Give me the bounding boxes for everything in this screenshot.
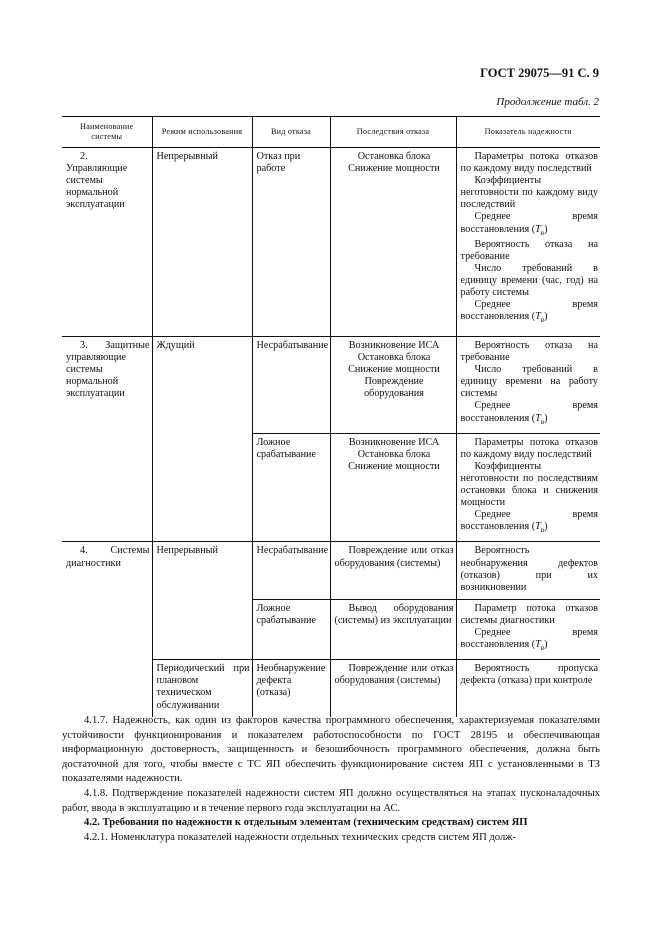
indicator-item: Коэффициенты неготовности по последствиям остановки блока и снижения мощности [460,460,598,509]
indicator-cell [456,542,600,599]
system-cell: 4. Системы диагностики [62,542,152,717]
mode-cell: Ждущий [152,337,252,542]
consequences-cell [330,148,456,337]
mode-cell: Периодический при плановом техническом обслуживании [152,660,252,717]
consequences-cell [330,599,456,659]
indicator-cell [456,660,600,717]
consequence-item: Снижение мощности [348,364,440,376]
indicator-item: Вероятность отказа на требование [460,340,598,364]
consequence-item: Возникновение ИСА [348,340,440,351]
indicator-item: Среднее время восстановления $(T_в)$ [460,509,598,535]
table-row [62,148,600,337]
indicator-item: Параметры потока отказов по каждому виду последствий [460,151,598,175]
consequence-item: Остановка блока [357,448,431,460]
body-text [62,714,600,845]
indicator-item: Вероятность пропуска дефекта (отказа) при контроле [460,663,598,687]
failure-cell: Несрабатывание [252,542,330,599]
system-cell: 3. Защитные управляющие системы нормальной эксплуатации [62,337,152,542]
table-row [62,337,600,434]
consequence-item: Повреждение или отказ оборудования (системы) [334,545,454,569]
table-continuation-label: Продолжение табл. 2 [496,96,599,108]
header-consequences: Последствия отказа [330,117,456,148]
consequence-item: Остановка блока [357,352,431,364]
indicator-item: Параметры потока отказов по каждому виду последствий [460,436,598,460]
failure-cell: Отказ при работе [252,148,330,337]
failure-cell: Несрабатывание [252,337,330,434]
indicator-cell [456,337,600,434]
consequences-cell [330,542,456,599]
consequence-item: Возникновение ИСА [348,436,440,448]
indicator-cell [456,148,600,337]
failure-cell: Ложное срабатывание [252,433,330,542]
indicator-item: Среднее время восстановления $(T_в)$ [460,299,598,325]
header-system: Наименование системы [62,117,152,148]
indicator-item: Среднее время восстановления $(T_в)$ [460,211,598,237]
paragraph-4-1-7: 4.1.7. Надежность, как один из факторов качества программного обеспечения, характеризуемая показателями устойчивости функционирования и показателем работоспособности по ГОСТ 28195 и обеспечивающая информационную достоверность, защищенность и безошибочность программного обеспечения, должна быть достаточной для того, чтобы вместе с ТС ЯП обеспечить функционирование систем ЯП с установленными в ТЗ показателями надежности. [62,715,600,785]
consequences-cell [330,337,456,434]
table-header-row [62,117,600,148]
indicator-item: Параметр потока отказов системы диагностики [460,602,598,626]
indicator-item: Среднее время восстановления $(T_в)$ [460,627,598,653]
consequences-cell [330,660,456,717]
indicator-item: Число требований в единицу времени (час, год) на работу системы [460,262,598,299]
indicator-item: Вероятность необнаружения дефектов (отказов) при их возникновении [460,545,598,593]
consequence-item: Снижение мощности [348,460,440,472]
system-cell: 2. Управляющие системы нормальной эксплуатации [66,151,128,211]
indicator-item: Число требований в единицу времени на работу системы [460,364,598,400]
failure-cell: Необнаружение дефекта (отказа) [252,660,330,717]
header-indicator: Показатель надежности [456,117,600,148]
indicator-cell [456,599,600,659]
indicator-item: Вероятность отказа на требование [460,238,598,262]
table-row [62,542,600,599]
section-heading-4-2: 4.2. Требования по надежности к отдельным элементам (техническим средствам) систем ЯП [84,817,528,829]
reliability-table [62,116,600,717]
consequences-cell [330,433,456,542]
consequence-item: Остановка блока [357,151,431,162]
indicator-item: Среднее время восстановления $(T_в)$ [460,400,598,426]
consequence-item: Снижение мощности [348,163,440,175]
page-header: ГОСТ 29075—91 С. 9 [480,66,599,80]
header-failure: Вид отказа [252,117,330,148]
failure-cell: Ложное срабатывание [252,599,330,659]
paragraph-4-2-1: 4.2.1. Номенклатура показателей надежности отдельных технических средств систем ЯП долж- [84,831,517,843]
mode-cell: Непрерывный [152,542,252,660]
header-mode: Режим использования [152,117,252,148]
indicator-cell [456,433,600,542]
indicator-item: Коэффициенты неготовности по каждому виду последствий [460,175,598,211]
consequence-item: Повреждение или отказ оборудования (системы) [334,663,454,687]
paragraph-4-1-8: 4.1.8. Подтверждение показателей надежности систем ЯП должно осуществляться на этапах пусконаладочных работ, ввода в эксплуатацию и в течение первого года эксплуатации на АС. [62,787,600,814]
consequence-item: Вывод оборудования (системы) из эксплуатации [334,602,454,626]
mode-cell: Непрерывный [152,148,252,337]
consequence-item: Повреждение оборудования [364,376,424,400]
